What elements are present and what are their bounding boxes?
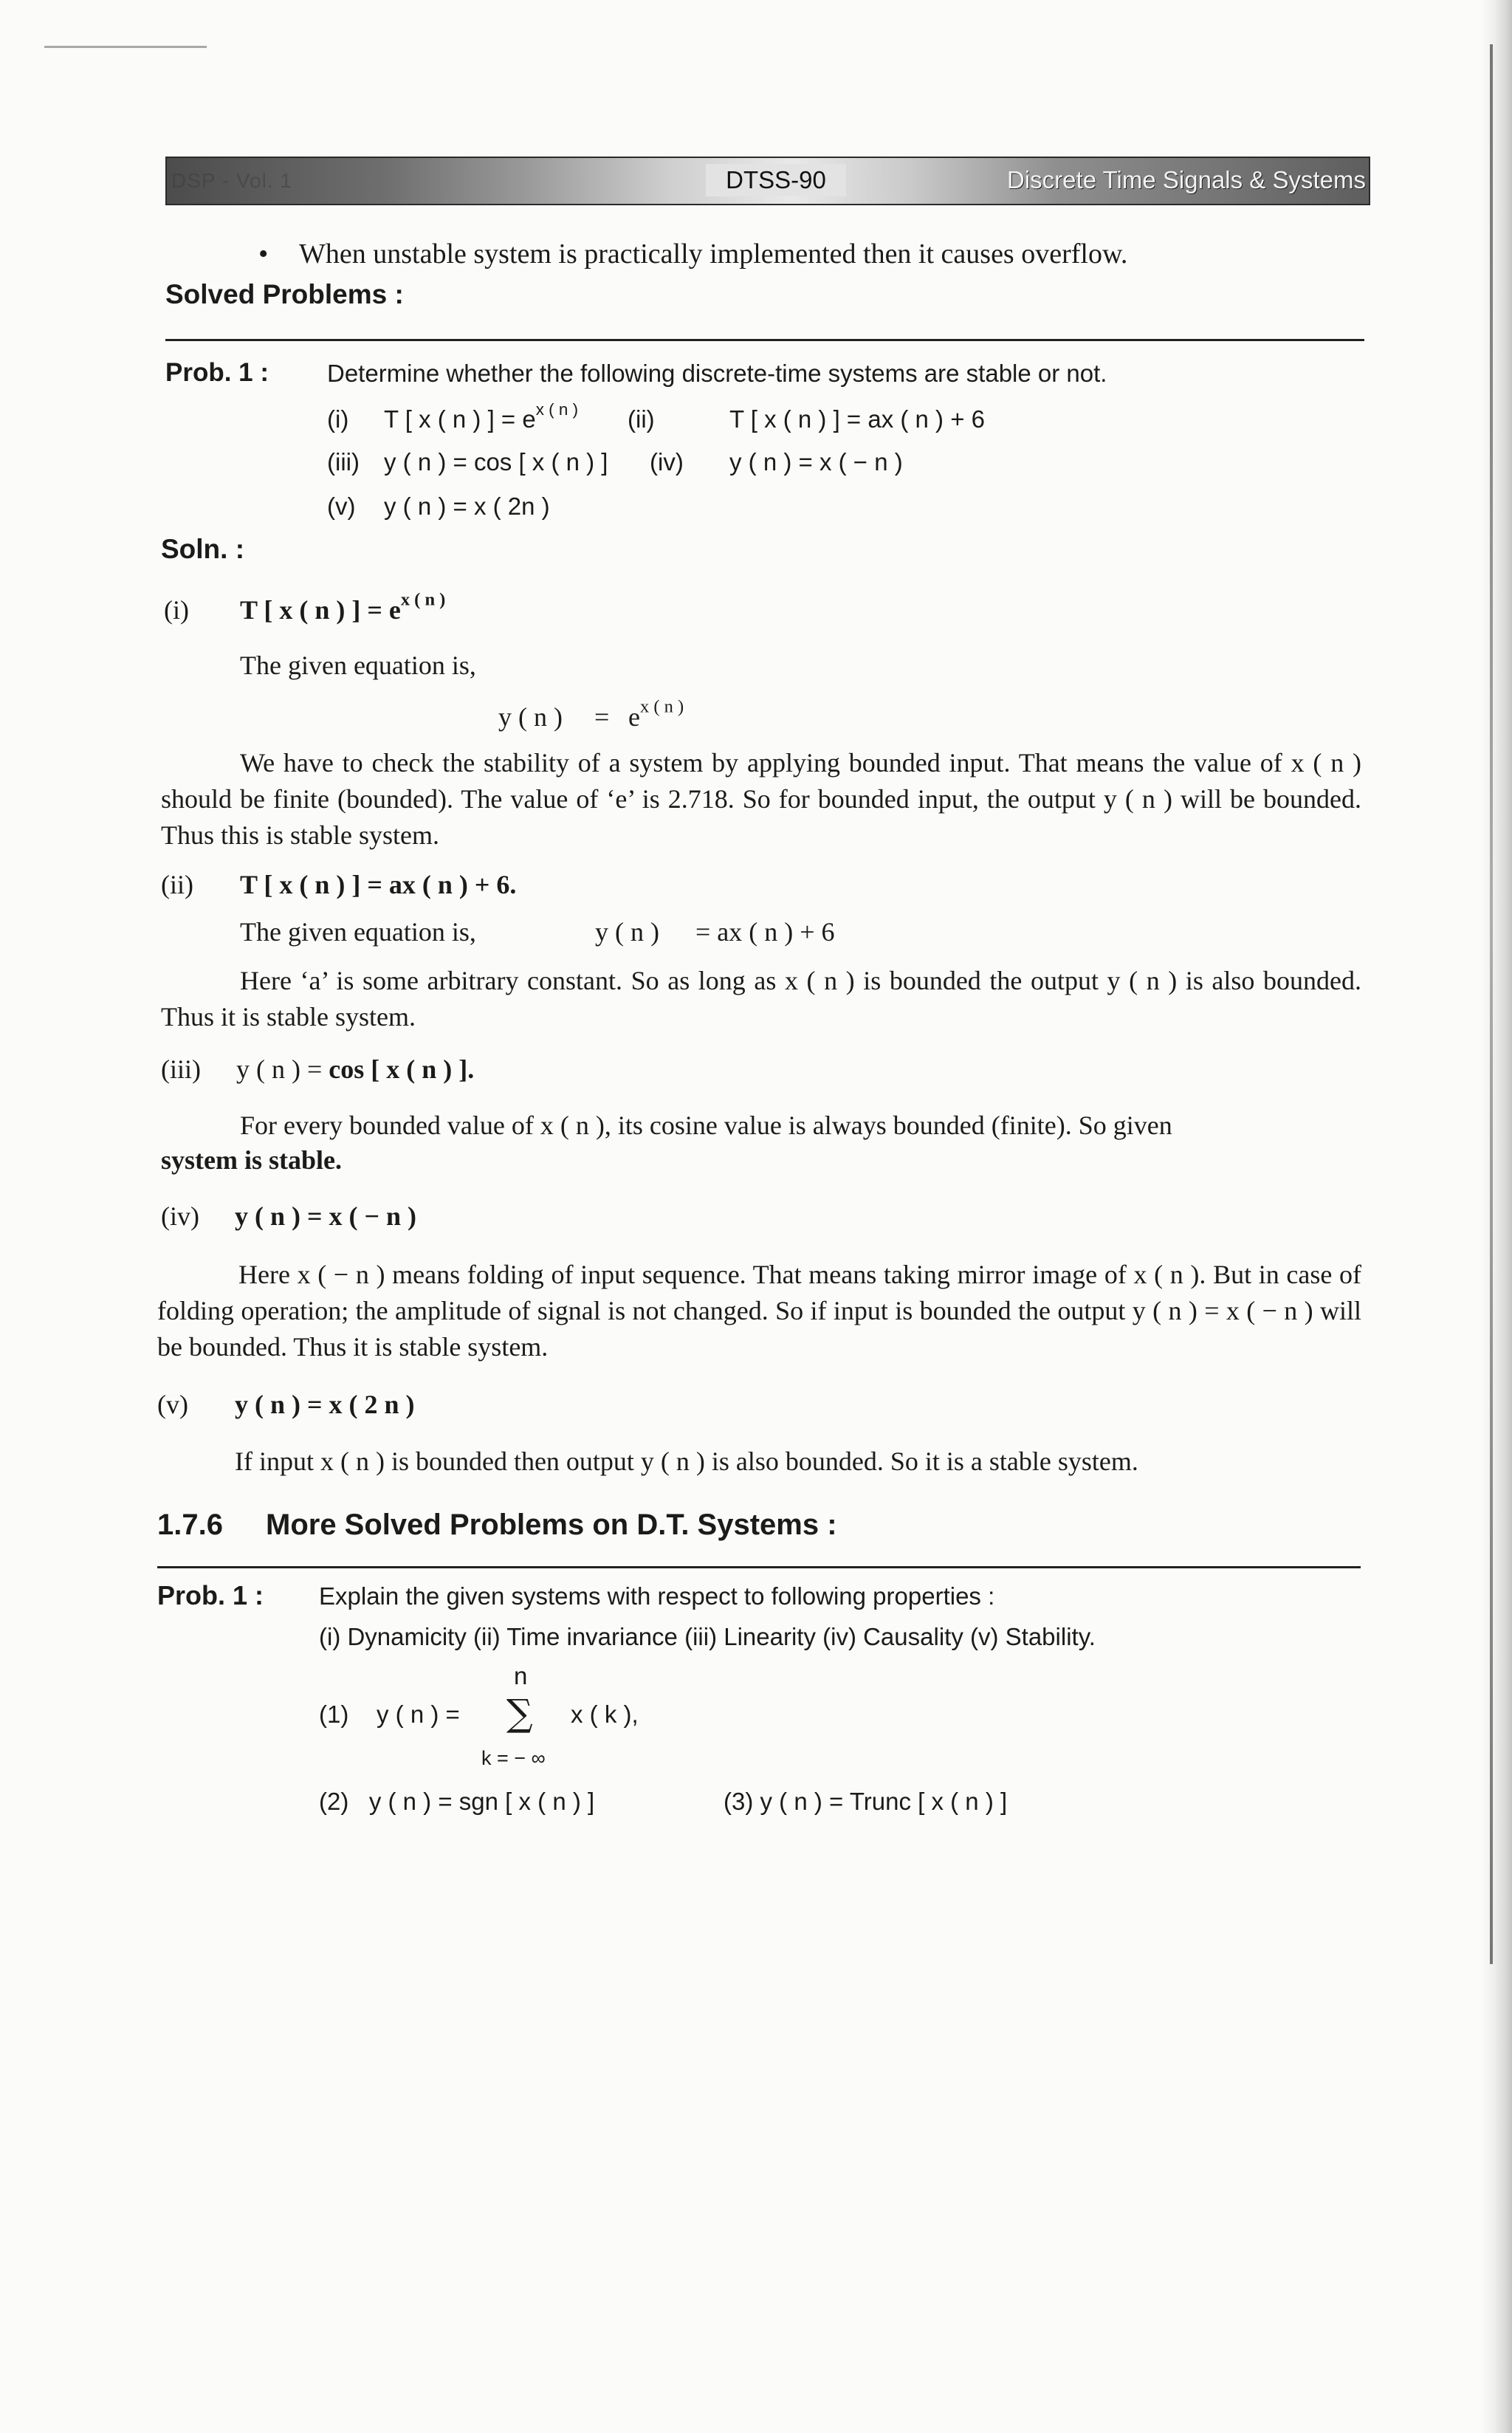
prob1-item-iii-equation: y ( n ) = cos [ x ( n ) ] [384,448,608,476]
header-page-number: DTSS-90 [706,164,846,196]
prob1-item-iv-number: (iv) [650,448,684,476]
section-rule [157,1566,1361,1568]
prob1b-properties: (i) Dynamicity (ii) Time invariance (iii) Linearity (iv) Causality (v) Stability. [319,1623,1096,1650]
part-ii-given-lhs: y ( n ) [595,917,659,947]
part-i-body: We have to check the stability of a system by applying bounded input. That means the value of x ( n ) should be finite (bounded). The value of ‘e’ is 2.718. So for bounded input, the output y ( n ) will be bounded. Thus this is stable system. [161,748,1361,850]
part-ii-heading: T [ x ( n ) ] = ax ( n ) + 6. [240,870,517,899]
part-v-body: If input x ( n ) is bounded then output y ( n ) is also bounded. So it is a stable system. [235,1447,1138,1476]
prob1b-eq1-lhs: y ( n ) = [377,1701,460,1728]
part-iv-number: (iv) [161,1201,199,1231]
section-title: More Solved Problems on D.T. Systems : [266,1509,837,1541]
prob1b-eq3: (3) y ( n ) = Trunc [ x ( n ) ] [724,1788,1008,1815]
prob1b-label: Prob. 1 : [157,1580,264,1610]
scan-mark [44,46,207,48]
header-book-title: DSP - Vol. 1 [171,169,293,192]
prob1-label: Prob. 1 : [165,358,269,387]
bullet-dot: • [258,239,269,270]
part-i-display-rhs: $e^{x ( n )}$ [628,696,684,732]
section-number: 1.7.6 [157,1509,223,1541]
intro-bullet-text: When unstable system is practically implemented then it causes overflow. [299,239,1128,270]
part-iii-heading: y ( n ) = cos [ x ( n ) ]. [236,1054,475,1084]
prob1b-eq1-rhs: x ( k ), [571,1701,639,1728]
prob1-item-ii-equation: T [ x ( n ) ] = ax ( n ) + 6 [729,405,986,433]
summation-symbol: ∑ [506,1692,533,1734]
prob1-item-iv-equation: y ( n ) = x ( − n ) [729,448,903,476]
part-iv-heading: y ( n ) = x ( − n ) [235,1201,417,1231]
prob1-item-iii-number: (iii) [327,448,360,476]
part-iv-body: Here x ( − n ) means folding of input sequence. That means taking mirror image of x ( n ). But in case of folding operation; the amplitude of signal is not changed. So if input is bounded the output y ( n ) = x ( − n ) will be bounded. Thus it is stable system. [157,1260,1361,1362]
header-chapter-title: Discrete Time Signals & Systems [1007,166,1366,193]
part-iii-body-line2: system is stable. [161,1145,342,1175]
prob1b-eq2: (2) y ( n ) = sgn [ x ( n ) ] [319,1788,595,1815]
prob1b-eq1-sum-lower: k = − ∞ [481,1747,546,1769]
page-binding-line [1490,44,1493,1964]
part-i-given: The given equation is, [240,651,476,680]
part-i-display-lhs: y ( n ) [498,702,563,732]
prob1-item-v-equation: y ( n ) = x ( 2n ) [384,493,550,520]
part-ii-body: Here ‘a’ is some arbitrary constant. So as long as x ( n ) is bounded the output y ( n ) is also bounded. Thus it is stable system. [161,966,1361,1032]
prob1b-eq1-sum-upper: n [514,1662,528,1689]
part-i-display-equals: = [594,702,610,732]
part-ii-number: (ii) [161,870,193,899]
part-ii-given-rhs: = ax ( n ) + 6 [695,917,835,947]
part-v-heading: y ( n ) = x ( 2 n ) [235,1390,415,1419]
page-binding-shadow [1480,0,1512,2433]
part-iii-body-line1: For every bounded value of x ( n ), its cosine value is always bounded (finite). So given [240,1111,1172,1140]
part-v-number: (v) [157,1390,188,1419]
heading-rule [165,339,1364,341]
prob1-item-v-number: (v) [327,493,356,520]
part-iii-number: (iii) [161,1054,201,1084]
part-i-number: (i) [164,595,189,625]
prob1-statement: Determine whether the following discrete-time systems are stable or not. [327,360,1107,387]
prob1b-eq1-number: (1) [319,1701,349,1728]
prob1-item-i-equation: T [ x ( n ) ] = $e^{x ( n )}$ [384,400,579,433]
part-i-heading: T [ x ( n ) ] = $e^{x ( n )}$ [240,589,446,625]
solution-label: Soln. : [161,534,245,564]
prob1-item-i-number: (i) [327,405,349,433]
prob1b-statement: Explain the given systems with respect to following properties : [319,1582,995,1610]
part-ii-given: The given equation is, [240,917,476,947]
prob1-item-ii-number: (ii) [628,405,655,433]
solved-problems-heading: Solved Problems : [165,279,404,309]
